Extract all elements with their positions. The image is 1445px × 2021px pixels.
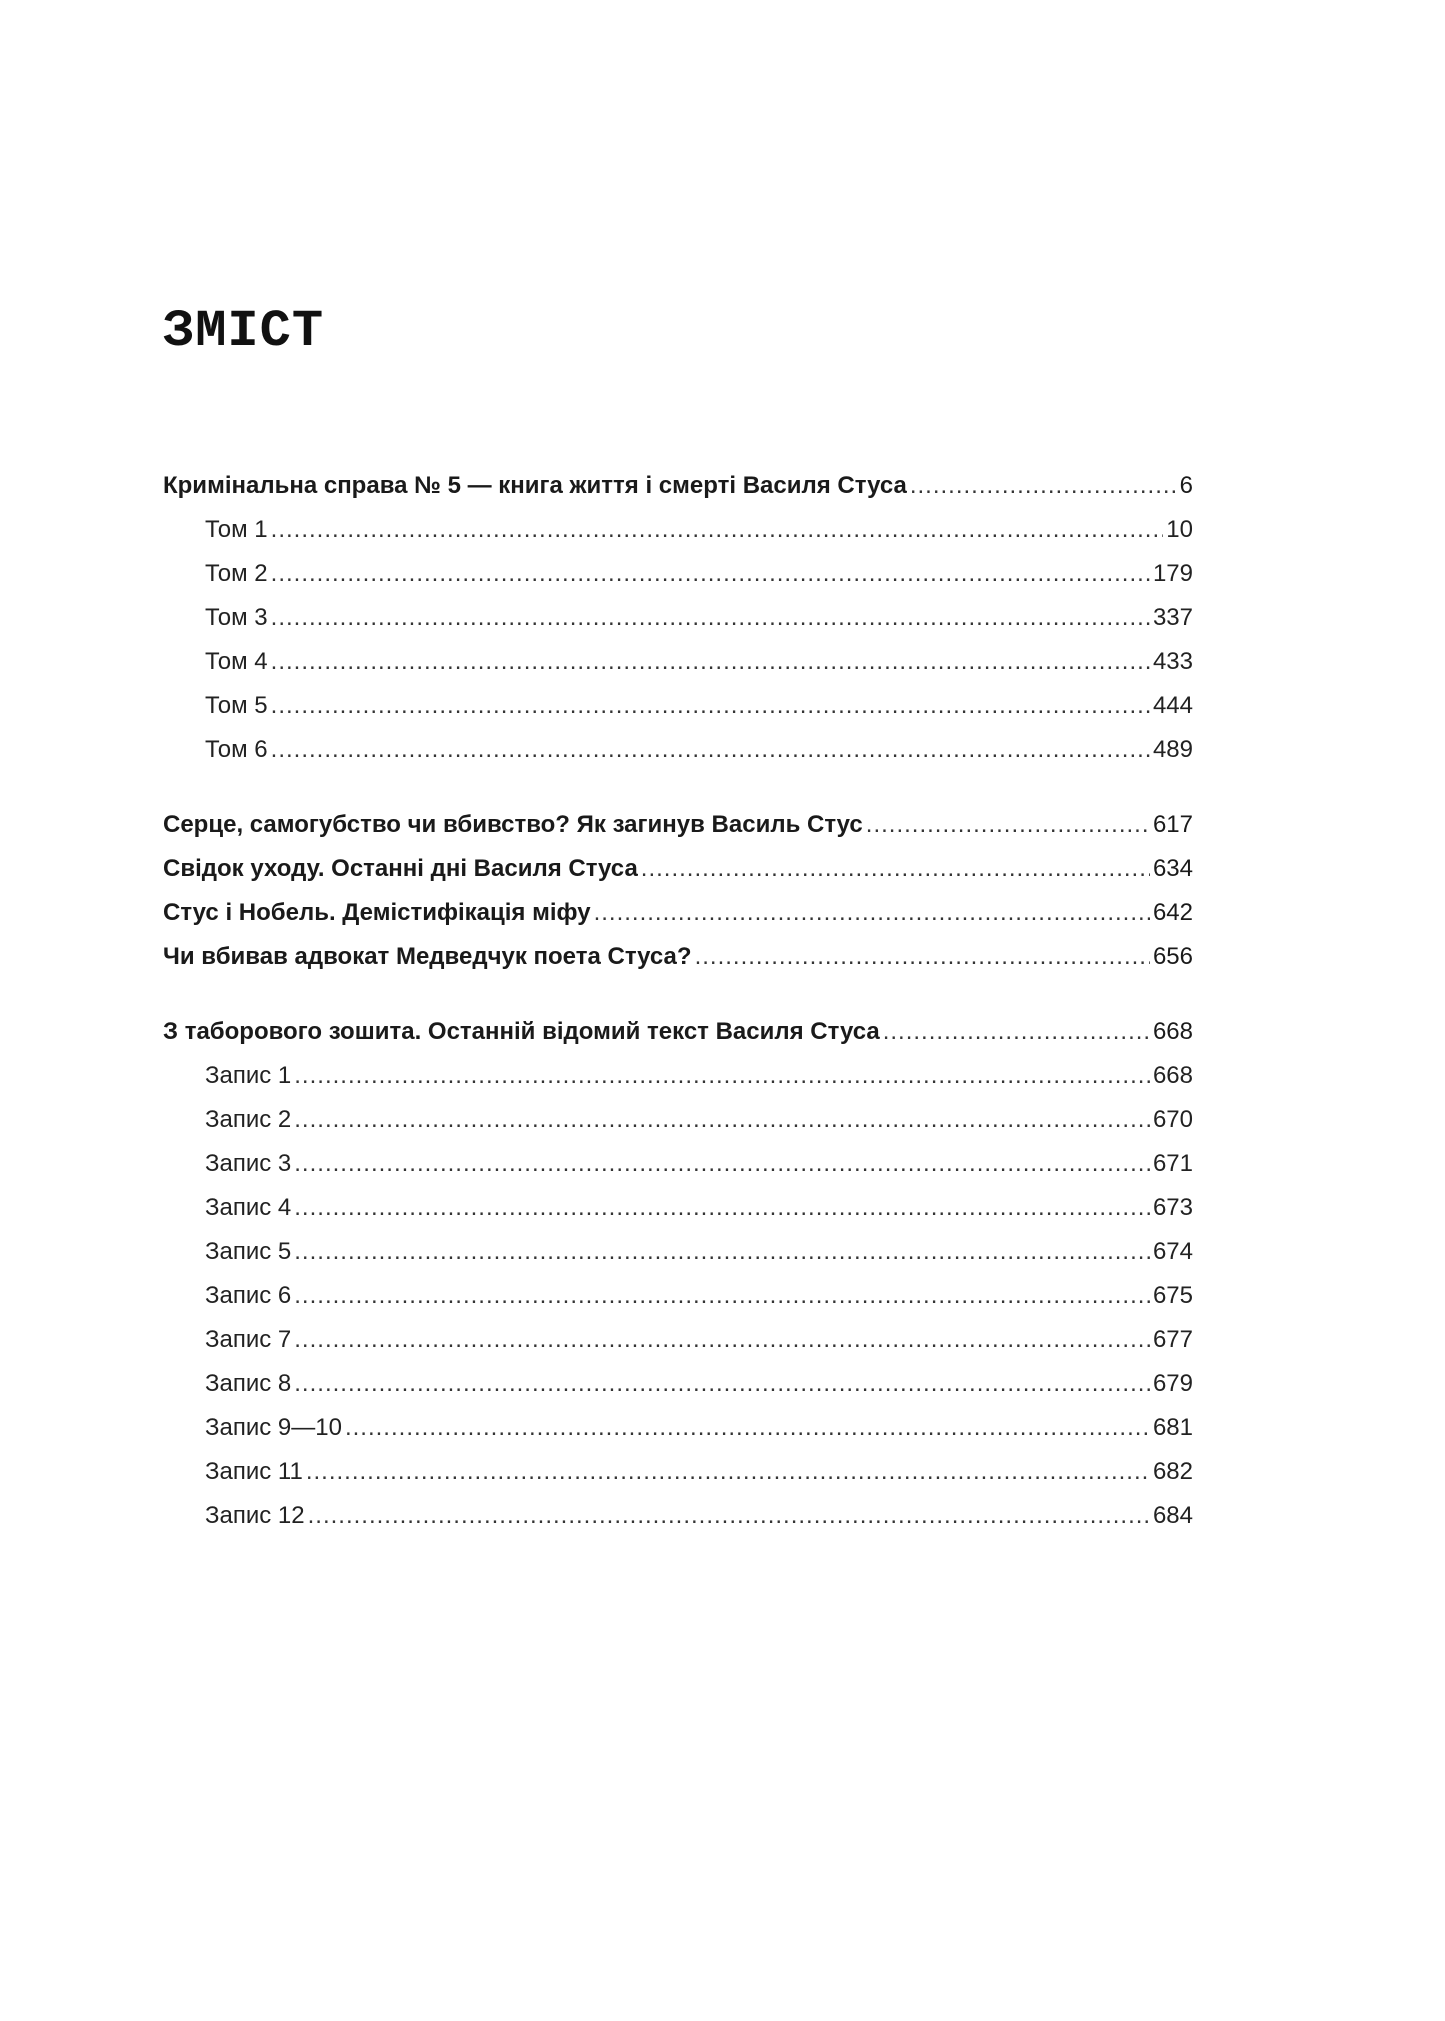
toc-entry-label: Стус і Нобель. Демістифікація міфу (163, 899, 591, 926)
toc-entry-label: Запис 12 (205, 1502, 305, 1529)
toc-subentry[interactable] (163, 552, 1193, 596)
dot-leader (345, 1406, 1150, 1450)
toc-entry-label: Том 3 (205, 604, 268, 631)
dot-leader (294, 1274, 1150, 1318)
toc-subentry[interactable] (163, 1318, 1193, 1362)
toc-page-number: 677 (1152, 1326, 1193, 1353)
toc-page-number: 444 (1152, 692, 1193, 719)
toc-subentry[interactable] (163, 1406, 1193, 1450)
toc-entry-label: Чи вбивав адвокат Медведчук поета Стуса? (163, 943, 692, 970)
toc-subentry[interactable] (163, 1186, 1193, 1230)
toc-subentry[interactable] (163, 1362, 1193, 1406)
toc-entry-label: Том 2 (205, 560, 268, 587)
toc-subentry[interactable] (163, 1098, 1193, 1142)
toc-subentry[interactable] (163, 1494, 1193, 1538)
dot-leader (294, 1054, 1150, 1098)
toc-chapter-entry[interactable] (163, 803, 1193, 847)
toc-page-number: 668 (1152, 1018, 1193, 1045)
dot-leader (294, 1142, 1150, 1186)
dot-leader (641, 847, 1150, 891)
toc-entry-label: Запис 1 (205, 1062, 292, 1089)
toc-page-number: 489 (1152, 736, 1193, 763)
dot-leader (294, 1098, 1150, 1142)
toc-subentry[interactable] (163, 1450, 1193, 1494)
dot-leader (294, 1362, 1150, 1406)
toc-subentry[interactable] (163, 684, 1193, 728)
toc-entry-label: Том 1 (205, 516, 268, 543)
toc-page-number: 681 (1152, 1414, 1193, 1441)
dot-leader (883, 1010, 1150, 1054)
toc-chapter-entry[interactable] (163, 847, 1193, 891)
dot-leader (271, 684, 1150, 728)
dot-leader (695, 935, 1150, 979)
dot-leader (910, 464, 1177, 508)
toc-entry-label: Запис 11 (205, 1458, 303, 1485)
dot-leader (271, 728, 1150, 772)
toc-entry-label: З таборового зошита. Останній відомий текст Василя Стуса (163, 1018, 880, 1045)
table-of-contents (163, 464, 1193, 1538)
toc-page-number: 682 (1152, 1458, 1193, 1485)
dot-leader (271, 640, 1150, 684)
toc-chapter-entry[interactable] (163, 1010, 1193, 1054)
toc-subentry[interactable] (163, 1142, 1193, 1186)
toc-section (163, 803, 1193, 979)
toc-page-number: 642 (1152, 899, 1193, 926)
toc-page-number: 617 (1152, 811, 1193, 838)
dot-leader (271, 552, 1150, 596)
toc-page-number: 674 (1152, 1238, 1193, 1265)
toc-page-number: 656 (1152, 943, 1193, 970)
toc-page-number: 433 (1152, 648, 1193, 675)
dot-leader (594, 891, 1150, 935)
dot-leader (306, 1450, 1150, 1494)
toc-page-number: 668 (1152, 1062, 1193, 1089)
toc-entry-label: Кримінальна справа № 5 — книга життя і смерті Василя Стуса (163, 472, 907, 499)
toc-page-number: 675 (1152, 1282, 1193, 1309)
toc-page-number: 679 (1152, 1370, 1193, 1397)
toc-subentry[interactable] (163, 1274, 1193, 1318)
dot-leader (308, 1494, 1150, 1538)
toc-entry-label: Запис 5 (205, 1238, 292, 1265)
dot-leader (294, 1230, 1150, 1274)
toc-subentry[interactable] (163, 640, 1193, 684)
dot-leader (294, 1186, 1150, 1230)
toc-section (163, 464, 1193, 772)
dot-leader (866, 803, 1150, 847)
toc-entry-label: Том 5 (205, 692, 268, 719)
toc-page-number: 337 (1152, 604, 1193, 631)
toc-entry-label: Запис 8 (205, 1370, 292, 1397)
toc-page-number: 684 (1152, 1502, 1193, 1529)
toc-chapter-entry[interactable] (163, 464, 1193, 508)
toc-page-number: 634 (1152, 855, 1193, 882)
toc-entry-label: Том 4 (205, 648, 268, 675)
toc-page-number: 671 (1152, 1150, 1193, 1177)
dot-leader (271, 508, 1164, 552)
toc-subentry[interactable] (163, 596, 1193, 640)
toc-entry-label: Запис 4 (205, 1194, 292, 1221)
toc-subentry[interactable] (163, 728, 1193, 772)
toc-page-number: 6 (1179, 472, 1193, 499)
toc-entry-label: Запис 2 (205, 1106, 292, 1133)
toc-section (163, 1010, 1193, 1538)
toc-entry-label: Запис 6 (205, 1282, 292, 1309)
toc-page-number: 10 (1166, 516, 1193, 543)
toc-entry-label: Запис 9—10 (205, 1414, 342, 1441)
toc-subentry[interactable] (163, 1230, 1193, 1274)
toc-subentry[interactable] (163, 508, 1193, 552)
toc-entry-label: Запис 7 (205, 1326, 292, 1353)
toc-page-number: 673 (1152, 1194, 1193, 1221)
toc-entry-label: Том 6 (205, 736, 268, 763)
toc-chapter-entry[interactable] (163, 935, 1193, 979)
toc-subentry[interactable] (163, 1054, 1193, 1098)
dot-leader (271, 596, 1150, 640)
page-title: ЗМІСТ (163, 302, 325, 361)
toc-entry-label: Свідок уходу. Останні дні Василя Стуса (163, 855, 638, 882)
toc-chapter-entry[interactable] (163, 891, 1193, 935)
toc-page-number: 179 (1152, 560, 1193, 587)
toc-page-number: 670 (1152, 1106, 1193, 1133)
dot-leader (294, 1318, 1150, 1362)
toc-entry-label: Серце, самогубство чи вбивство? Як загинув Василь Стус (163, 811, 863, 838)
toc-entry-label: Запис 3 (205, 1150, 292, 1177)
